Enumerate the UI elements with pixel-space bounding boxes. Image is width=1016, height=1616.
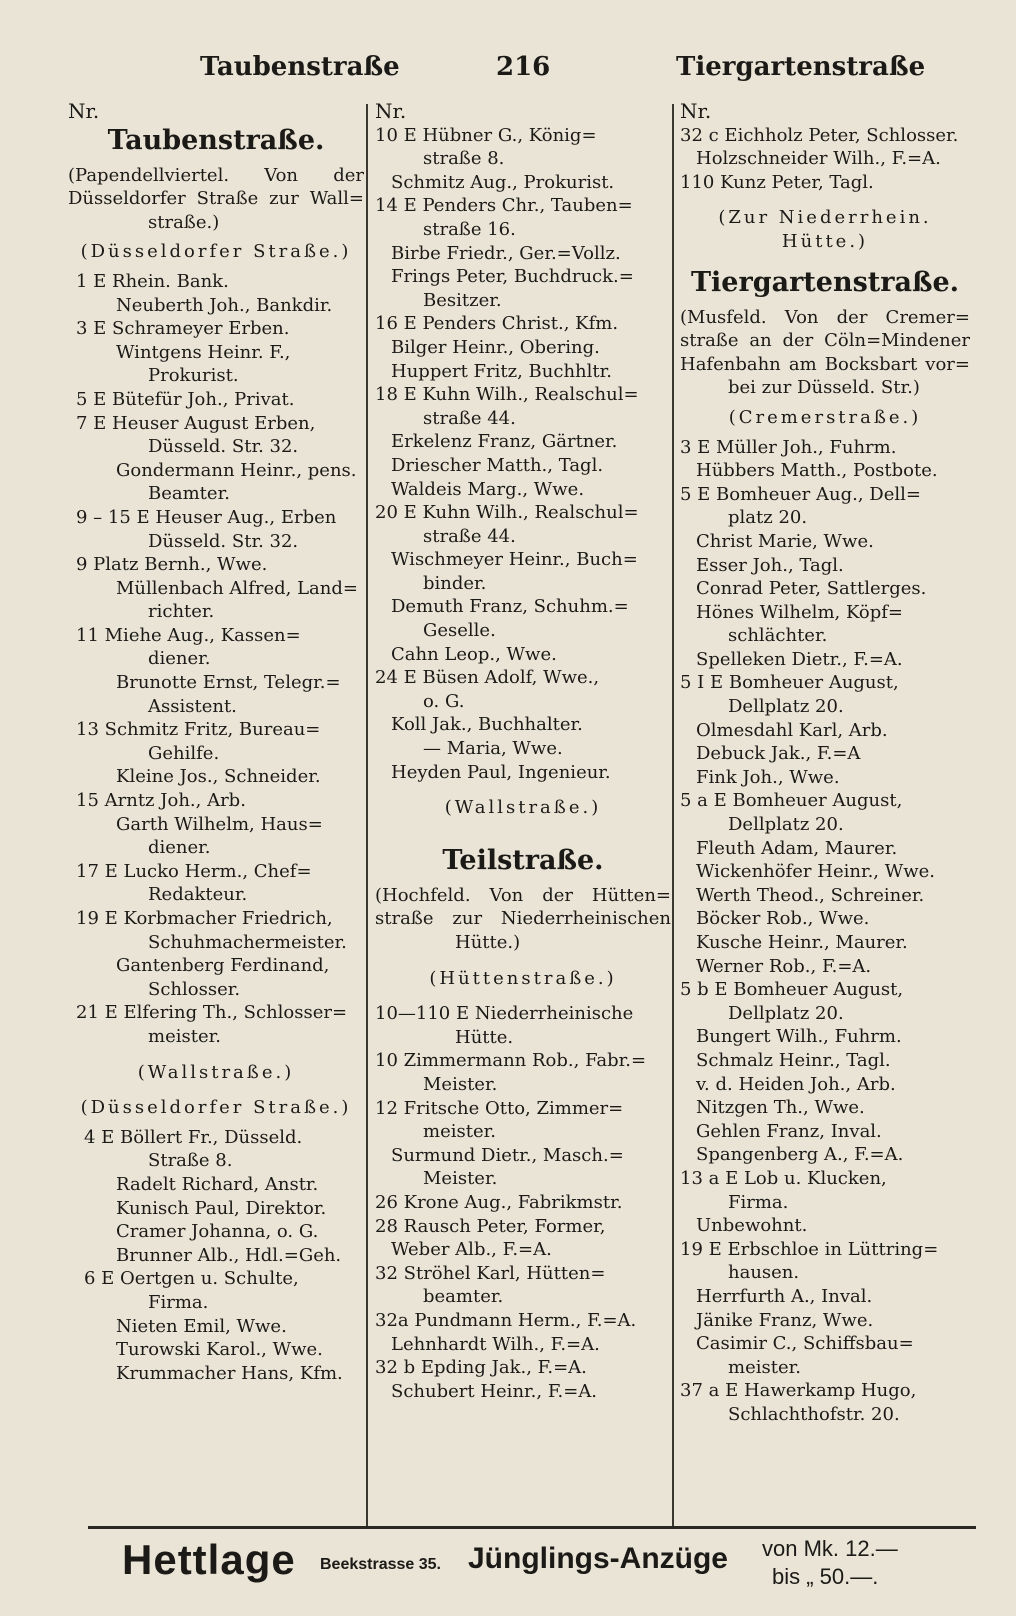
directory-entry-line: 110 Kunz Peter, Tagl. <box>680 171 874 193</box>
directory-entry-line: Werth Theod., Schreiner. <box>696 884 925 906</box>
directory-entry-line: hausen. <box>728 1262 800 1284</box>
street-description: (Papendellviertel. Von der <box>68 164 364 186</box>
directory-entry-line: Schubert Heinr., F.=A. <box>391 1380 598 1402</box>
directory-entry-line: 12 Fritsche Otto, Zimmer= <box>375 1097 624 1119</box>
directory-entry-line: Dellplatz 20. <box>728 1002 844 1024</box>
directory-entry-line: Hütte. <box>455 1026 514 1048</box>
directory-column-2 <box>375 100 671 1403</box>
directory-entry-line: Cahn Leop., Wwe. <box>391 643 557 665</box>
directory-entry-line: Fleuth Adam, Maurer. <box>696 837 898 859</box>
street-title: Taubenstraße. <box>107 124 325 156</box>
directory-entry-line: Erkelenz Franz, Gärtner. <box>391 431 618 453</box>
directory-entry-line: Prokurist. <box>148 365 239 387</box>
street-description: straße zur Niederrheinischen <box>375 908 671 930</box>
directory-entry-line: 14 E Penders Chr., Tauben= <box>375 195 633 217</box>
directory-entry-line: Brunotte Ernst, Telegr.= <box>116 672 341 694</box>
directory-entry-line: Müllenbach Alfred, Land= <box>116 577 358 599</box>
directory-entry-line: Gondermann Heinr., pens. <box>116 459 357 481</box>
directory-entry-line: Spelleken Dietr., F.=A. <box>696 648 903 670</box>
directory-entry-line: Schlosser. <box>148 978 241 1000</box>
street-description: (Hochfeld. Von der Hütten= <box>375 884 671 906</box>
number-column-label: Nr. <box>68 99 100 123</box>
directory-entry-line: Geselle. <box>423 620 496 642</box>
directory-entry-line: meister. <box>148 1025 221 1047</box>
directory-entry-line: 10—110 E Niederrheinische <box>375 1003 634 1025</box>
directory-entry-line: Meister. <box>423 1073 498 1095</box>
cross-street-label: (Hüttenstraße.) <box>429 967 617 989</box>
directory-entry-line: Straße 8. <box>148 1150 233 1172</box>
directory-entry-line: 19 E Korbmacher Friedrich, <box>76 908 333 929</box>
advertisement-footer <box>0 1532 1016 1602</box>
directory-entry-line: Heyden Paul, Ingenieur. <box>391 761 611 783</box>
directory-entry-line: 1 E Rhein. Bank. <box>76 270 229 292</box>
street-title: Teilstraße. <box>442 844 604 876</box>
footer-rule <box>88 1526 976 1529</box>
directory-entry-line: Turowski Karol., Wwe. <box>116 1339 323 1361</box>
directory-entry-line: 13 Schmitz Fritz, Bureau= <box>76 719 321 741</box>
ad-brand: Hettlage <box>122 1536 296 1583</box>
directory-entry-line: meister. <box>423 1121 496 1143</box>
number-column-label: Nr. <box>375 99 407 123</box>
ad-price-to: bis „ 50.—. <box>772 1564 879 1589</box>
street-description: straße an der Cöln=Mindener <box>680 330 970 352</box>
directory-entry-line: platz 20. <box>728 507 808 529</box>
directory-entry-line: Bilger Heinr., Obering. <box>391 336 600 358</box>
directory-entry-line: 20 E Kuhn Wilh., Realschul= <box>375 502 639 524</box>
directory-entry-line: Beamter. <box>148 483 230 505</box>
directory-entry-line: Gehlen Franz, Inval. <box>696 1120 882 1142</box>
directory-entry-line: Dellplatz 20. <box>728 696 844 718</box>
spacer <box>375 990 671 1002</box>
directory-entry-line: Radelt Richard, Anstr. <box>116 1173 319 1195</box>
directory-entry-line: Driescher Matth., Tagl. <box>391 454 604 476</box>
directory-entry-line: Meister. <box>423 1168 498 1190</box>
directory-entry-line: Weber Alb., F.=A. <box>391 1239 552 1261</box>
street-description: Hafenbahn am Bocksbart vor= <box>680 353 970 375</box>
directory-entry-line: Garth Wilhelm, Haus= <box>116 813 323 835</box>
directory-entry-line: 19 E Erbschloe in Lüttring= <box>680 1238 939 1260</box>
running-head-left: Taubenstraße <box>200 52 400 82</box>
directory-entry-line: binder. <box>423 572 487 594</box>
directory-entry-line: Demuth Franz, Schuhm.= <box>391 596 629 618</box>
directory-entry-line: 6 E Oertgen u. Schulte, <box>84 1268 299 1290</box>
directory-entry-line: meister. <box>728 1356 801 1378</box>
directory-entry-line: 4 E Böllert Fr., Düsseld. <box>84 1126 303 1148</box>
directory-entry-line: Birbe Friedr., Ger.=Vollz. <box>391 242 621 264</box>
column-rule-2 <box>672 104 674 1528</box>
ad-product: Jünglings-Anzüge <box>468 1542 728 1575</box>
directory-entry-line: Fink Joh., Wwe. <box>696 766 840 788</box>
directory-entry-line: Assistent. <box>148 695 237 717</box>
directory-entry-line: Wickenhöfer Heinr., Wwe. <box>696 861 936 883</box>
directory-entry-line: 7 E Heuser August Erben, <box>76 412 316 434</box>
directory-entry-line: 17 E Lucko Herm., Chef= <box>76 860 312 882</box>
directory-entry-line: Koll Jak., Buchhalter. <box>391 714 583 736</box>
directory-entry-line: Esser Joh., Tagl. <box>696 554 844 576</box>
directory-entry-line: Debuck Jak., F.=A <box>696 743 861 765</box>
directory-entry-line: Nieten Emil, Wwe. <box>116 1315 287 1337</box>
directory-entry-line: Waldeis Marg., Wwe. <box>391 478 585 500</box>
directory-entry-line: straße 44. <box>423 407 516 429</box>
directory-entry-line: 26 Krone Aug., Fabrikmstr. <box>375 1191 623 1213</box>
directory-entry-line: Gantenberg Ferdinand, <box>116 955 330 977</box>
directory-entry-line: Kusche Heinr., Maurer. <box>696 932 908 953</box>
directory-entry-line: bei zur Düsseld. Str.) <box>728 377 920 399</box>
directory-entry-line: 32 b Epding Jak., F.=A. <box>375 1357 587 1379</box>
running-head-right: Tiergartenstraße <box>676 52 926 82</box>
directory-entry-line: Surmund Dietr., Masch.= <box>391 1144 624 1166</box>
number-column-label: Nr. <box>680 99 712 123</box>
directory-entry-line: 32a Pundmann Herm., F.=A. <box>375 1309 637 1331</box>
directory-entry-line: 18 E Kuhn Wilh., Realschul= <box>375 384 639 406</box>
cross-street-label: (Wallstraße.) <box>444 797 602 819</box>
cross-street-label: (Cremerstraße.) <box>728 406 922 428</box>
directory-entry-line: 32 c Eichholz Peter, Schlosser. <box>680 124 959 146</box>
cross-street-label: (Düsseldorfer Straße.) <box>80 241 352 263</box>
directory-entry-line: 21 E Elfering Th., Schlosser= <box>76 1002 348 1024</box>
directory-entry-line: Conrad Peter, Sattlerges. <box>696 578 927 600</box>
directory-entry-line: straße.) <box>148 211 220 233</box>
directory-entry-line: Werner Rob., F.=A. <box>696 955 872 977</box>
directory-entry-line: 32 Ströhel Karl, Hütten= <box>375 1262 606 1284</box>
spacer <box>68 1049 364 1061</box>
directory-entry-line: 13 a E Lob u. Klucken, <box>680 1167 887 1189</box>
directory-entry-line: Kleine Jos., Schneider. <box>116 766 321 788</box>
directory-entry-line: Brunner Alb., Hdl.=Geh. <box>116 1244 342 1266</box>
ad-price-from: von Mk. 12.— <box>762 1536 898 1561</box>
spacer <box>680 194 970 206</box>
directory-entry-line: 5 a E Bomheuer August, <box>680 790 903 812</box>
directory-entry-line: Düsseld. Str. 32. <box>148 530 299 552</box>
directory-entry-line: Lehnhardt Wilh., F.=A. <box>391 1333 600 1355</box>
directory-entry-line: Unbewohnt. <box>696 1215 808 1237</box>
spacer <box>375 832 671 844</box>
directory-entry-line: Schlachthofstr. 20. <box>728 1403 900 1425</box>
directory-entry-line: Neuberth Joh., Bankdir. <box>116 294 333 316</box>
directory-entry-line: 10 E Hübner G., König= <box>375 124 597 146</box>
directory-entry-line: Gehilfe. <box>148 742 220 764</box>
page-header <box>0 52 1016 92</box>
directory-entry-line: 5 I E Bomheuer August, <box>680 672 899 694</box>
directory-entry-line: Besitzer. <box>423 289 502 311</box>
street-title: Tiergartenstraße. <box>690 266 960 298</box>
directory-entry-line: diener. <box>148 648 211 670</box>
directory-entry-line: Schmitz Aug., Prokurist. <box>391 171 615 193</box>
directory-entry-line: Christ Marie, Wwe. <box>696 530 874 552</box>
directory-entry-line: 15 Arntz Joh., Arb. <box>76 790 246 812</box>
directory-entry-line: straße 8. <box>423 148 505 170</box>
cross-street-label: Hütte.) <box>781 230 869 252</box>
column-rule-1 <box>366 104 368 1528</box>
directory-entry-line: Firma. <box>728 1191 789 1213</box>
directory-entry-line: Kunisch Paul, Direktor. <box>116 1197 327 1219</box>
directory-entry-line: 11 Miehe Aug., Kassen= <box>76 624 301 646</box>
directory-column-1 <box>68 100 364 1385</box>
directory-entry-line: Nitzgen Th., Wwe. <box>696 1097 865 1119</box>
directory-entry-line: 10 Zimmermann Rob., Fabr.= <box>375 1050 647 1072</box>
directory-column-3 <box>680 100 970 1426</box>
directory-entry-line: straße 16. <box>423 218 516 240</box>
directory-entry-line: diener. <box>148 837 211 859</box>
spacer <box>375 955 671 967</box>
cross-street-label: (Zur Niederrhein. <box>718 207 932 229</box>
spacer <box>375 820 671 832</box>
directory-entry-line: 9 – 15 E Heuser Aug., Erben <box>76 506 337 528</box>
directory-entry-line: Spangenberg A., F.=A. <box>696 1144 904 1166</box>
street-description: (Musfeld. Von der Cremer= <box>680 306 970 328</box>
directory-entry-line: Casimir C., Schiffsbau= <box>696 1333 914 1355</box>
directory-entry-line: Hütte.) <box>455 932 521 953</box>
directory-entry-line: Redakteur. <box>148 884 248 906</box>
directory-entry-line: Herrfurth A., Inval. <box>696 1285 873 1307</box>
cross-street-label: (Düsseldorfer Straße.) <box>80 1097 352 1119</box>
directory-entry-line: straße 44. <box>423 525 516 547</box>
directory-entry-line: Jänike Franz, Wwe. <box>696 1309 874 1331</box>
directory-entry-line: 24 E Büsen Adolf, Wwe., <box>375 667 600 689</box>
directory-entry-line: 9 Platz Bernh., Wwe. <box>76 554 268 576</box>
street-description: Düsseldorfer Straße zur Wall= <box>68 188 364 210</box>
directory-entry-line: 37 a E Hawerkamp Hugo, <box>680 1380 917 1402</box>
spacer <box>680 254 970 266</box>
directory-entry-line: 3 E Schrameyer Erben. <box>76 318 290 340</box>
directory-entry-line: Schmalz Heinr., Tagl. <box>696 1049 891 1071</box>
ad-address: Beekstrasse 35. <box>320 1556 441 1573</box>
directory-entry-line: Wischmeyer Heinr., Buch= <box>391 549 638 571</box>
directory-entry-line: o. G. <box>423 690 465 712</box>
spacer <box>375 784 671 796</box>
directory-entry-line: Hübbers Matth., Postbote. <box>696 460 938 482</box>
directory-entry-line: richter. <box>148 601 215 623</box>
directory-entry-line: Firma. <box>148 1291 209 1313</box>
directory-entry-line: Olmesdahl Karl, Arb. <box>696 719 888 741</box>
spacer <box>68 1084 364 1096</box>
page-number: 216 <box>496 52 551 82</box>
directory-entry-line: Holzschneider Wilh., F.=A. <box>696 148 941 170</box>
directory-entry-line: beamter. <box>423 1286 504 1308</box>
directory-entry-line: Cramer Johanna, o. G. <box>116 1221 319 1243</box>
directory-entry-line: Düsseld. Str. 32. <box>148 436 299 458</box>
directory-entry-line: Krummacher Hans, Kfm. <box>116 1362 343 1384</box>
directory-entry-line: 16 E Penders Christ., Kfm. <box>375 313 619 335</box>
directory-entry-line: Böcker Rob., Wwe. <box>696 908 870 930</box>
directory-entry-line: 5 E Bütefür Joh., Privat. <box>76 388 295 410</box>
directory-entry-line: Hönes Wilhelm, Köpf= <box>696 601 904 623</box>
directory-entry-line: Frings Peter, Buchdruck.= <box>391 266 634 288</box>
directory-entry-line: 5 E Bomheuer Aug., Dell= <box>680 483 921 505</box>
directory-entry-line: 5 b E Bomheuer August, <box>680 979 904 1001</box>
directory-entry-line: Dellplatz 20. <box>728 814 844 836</box>
directory-entry-line: Bungert Wilh., Fuhrm. <box>696 1026 902 1048</box>
directory-entry-line: 3 E Müller Joh., Fuhrm. <box>680 436 897 458</box>
directory-entry-line: — Maria, Wwe. <box>423 738 563 760</box>
directory-entry-line: Wintgens Heinr. F., <box>116 341 291 363</box>
directory-entry-line: 28 Rausch Peter, Former, <box>375 1215 606 1237</box>
directory-entry-line: schlächter. <box>728 625 828 647</box>
directory-entry-line: Huppert Fritz, Buchhltr. <box>391 360 612 382</box>
directory-entry-line: Schuhmachermeister. <box>148 931 347 953</box>
cross-street-label: (Wallstraße.) <box>137 1061 295 1083</box>
directory-entry-line: v. d. Heiden Joh., Arb. <box>696 1073 896 1095</box>
